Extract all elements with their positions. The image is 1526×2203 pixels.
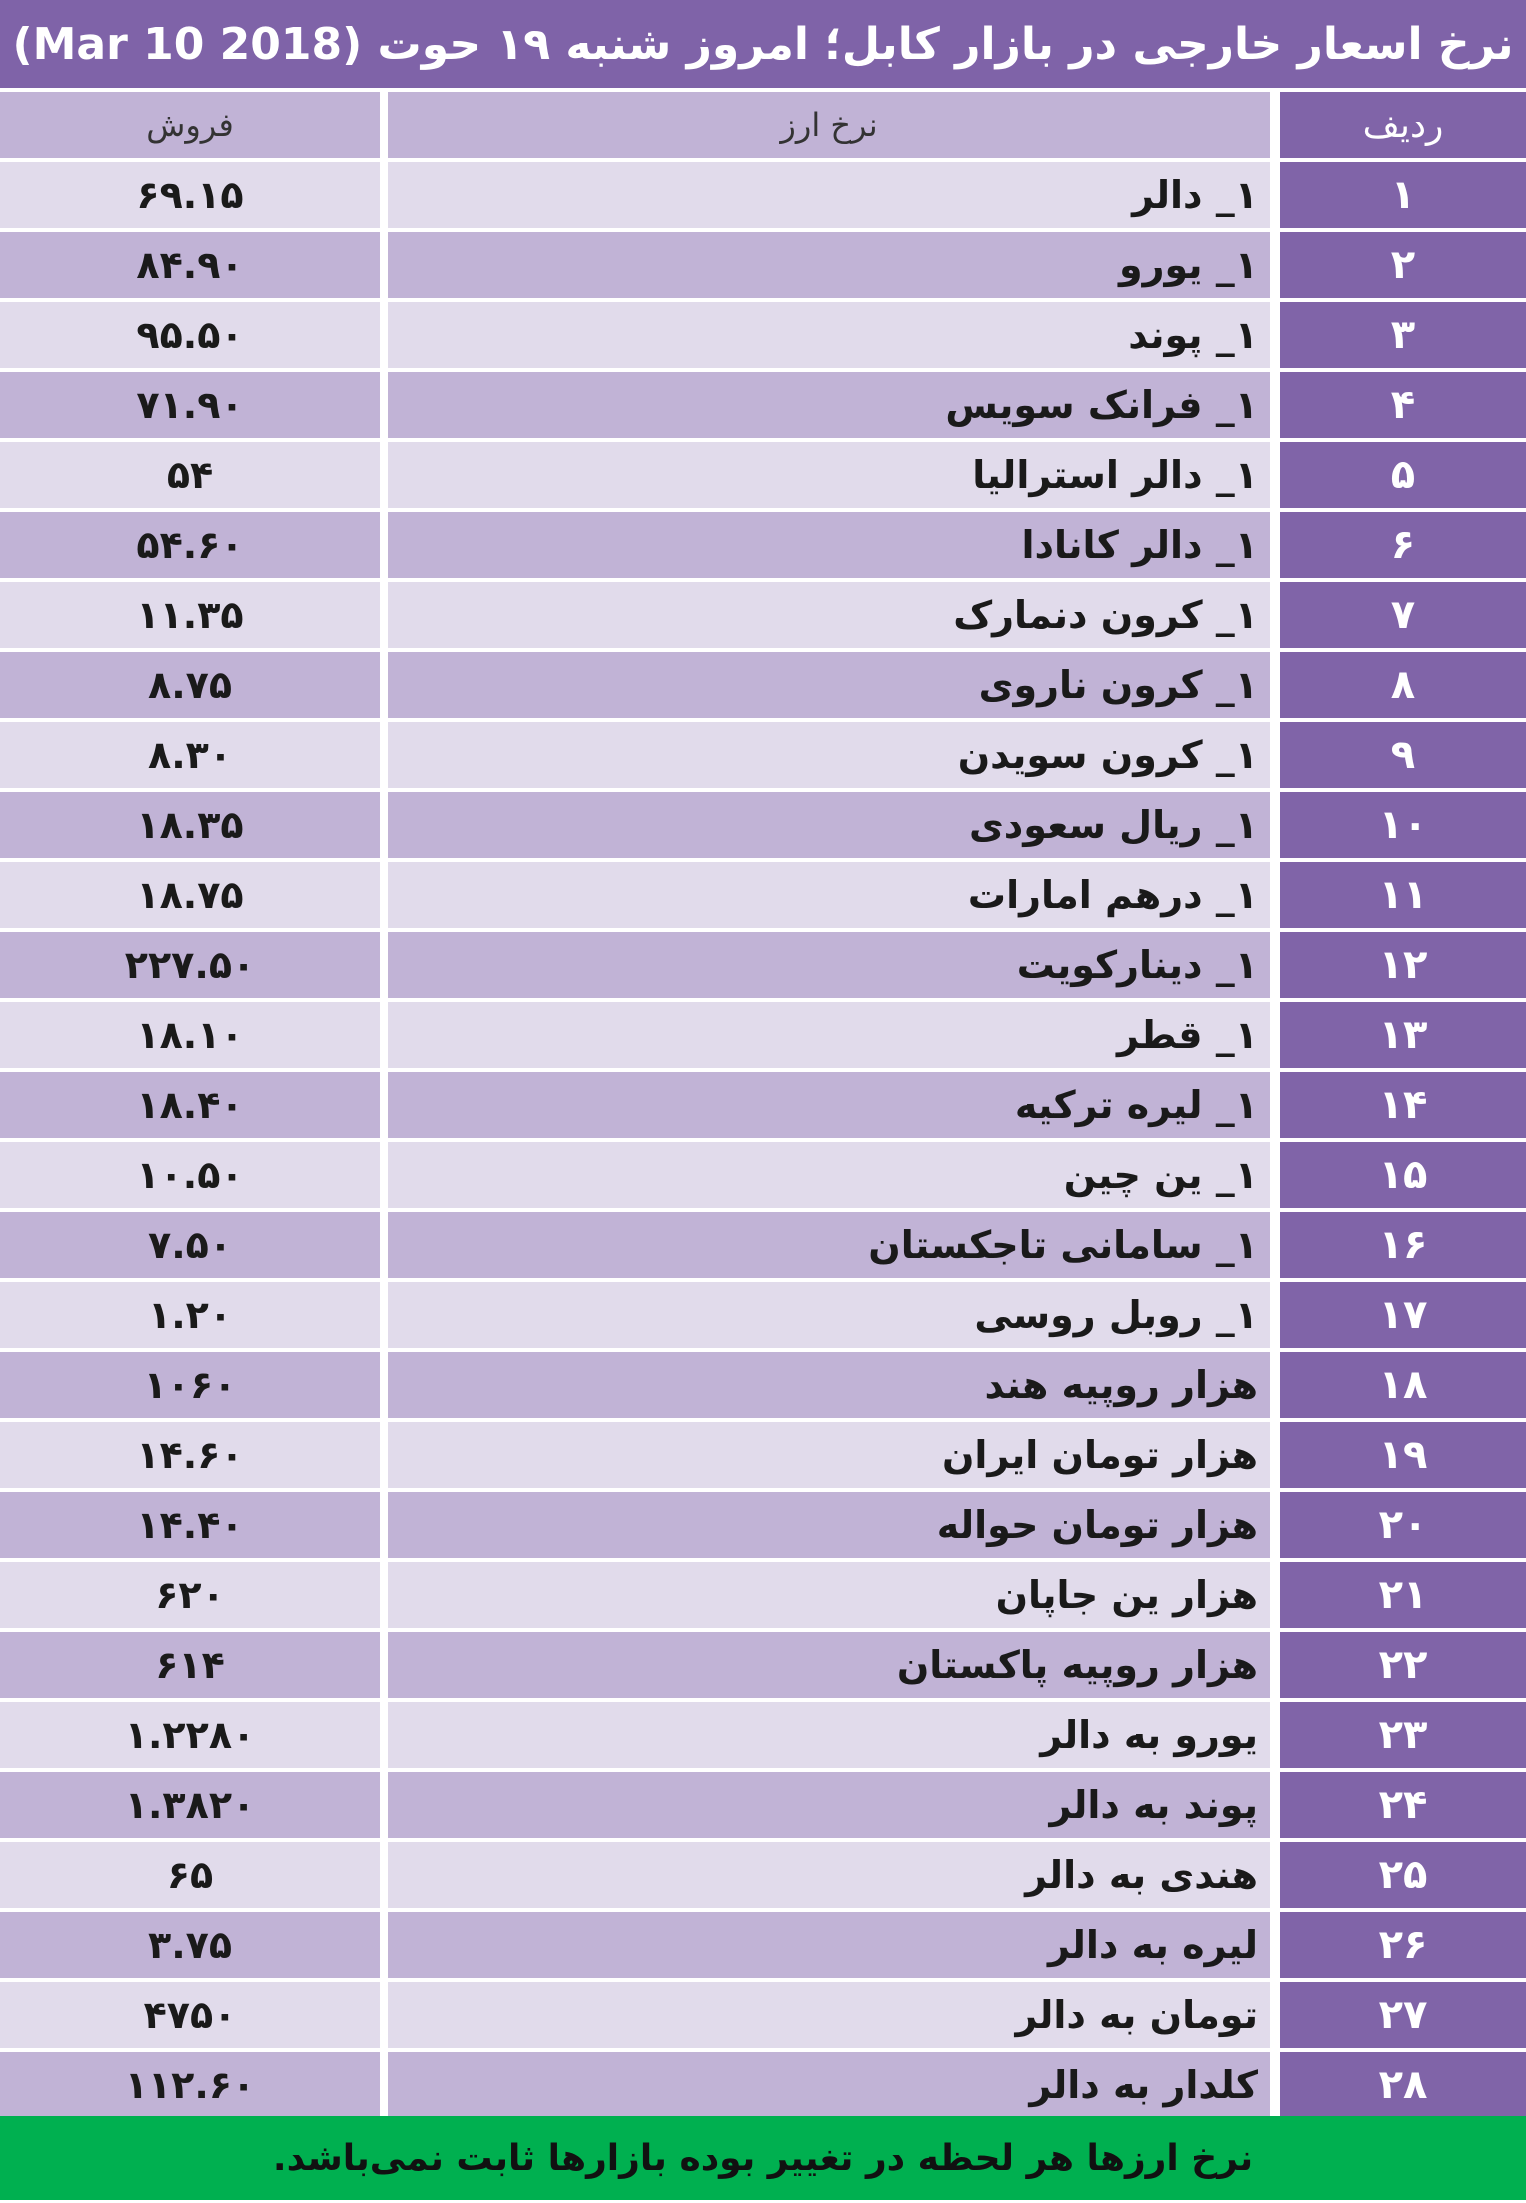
- table-row: [0, 512, 1526, 578]
- table-row: [0, 722, 1526, 788]
- row-sell-rate: ۱۱۲.۶۰: [0, 2052, 380, 2118]
- table-row: [0, 792, 1526, 858]
- row-currency-name: ۱_ ریال سعودی: [388, 792, 1270, 858]
- table-row: [0, 1842, 1526, 1908]
- row-currency-name: ۱_ کرون سویدن: [388, 722, 1270, 788]
- row-index: ۱۰: [1280, 792, 1526, 858]
- row-currency-name: پوند به دالر: [388, 1772, 1270, 1838]
- row-index: ۲۱: [1280, 1562, 1526, 1628]
- row-index: ۲۷: [1280, 1982, 1526, 2048]
- row-sell-rate: ۶۹.۱۵: [0, 162, 380, 228]
- row-currency-name: هزار ین جاپان: [388, 1562, 1270, 1628]
- row-index: ۱۹: [1280, 1422, 1526, 1488]
- row-sell-rate: ۱۸.۴۰: [0, 1072, 380, 1138]
- table-row: [0, 932, 1526, 998]
- row-currency-name: ۱_ دالر: [388, 162, 1270, 228]
- row-index: ۱۳: [1280, 1002, 1526, 1068]
- row-sell-rate: ۱۰.۵۰: [0, 1142, 380, 1208]
- row-currency-name: ۱_ یورو: [388, 232, 1270, 298]
- row-currency-name: ۱_ پوند: [388, 302, 1270, 368]
- row-index: ۱۱: [1280, 862, 1526, 928]
- row-currency-name: ۱_ کرون دنمارک: [388, 582, 1270, 648]
- row-index: ۲: [1280, 232, 1526, 298]
- table-row: [0, 302, 1526, 368]
- row-currency-name: هزار روپیه پاکستان: [388, 1632, 1270, 1698]
- row-index: ۱۶: [1280, 1212, 1526, 1278]
- table-row: [0, 862, 1526, 928]
- row-index: ۱۲: [1280, 932, 1526, 998]
- row-currency-name: لیره به دالر: [388, 1912, 1270, 1978]
- table-row: [0, 1142, 1526, 1208]
- row-index: ۲۸: [1280, 2052, 1526, 2118]
- row-index: ۹: [1280, 722, 1526, 788]
- table-row: [0, 442, 1526, 508]
- row-currency-name: هزار روپیه هند: [388, 1352, 1270, 1418]
- row-currency-name: ۱_ دالر کانادا: [388, 512, 1270, 578]
- row-sell-rate: ۳.۷۵: [0, 1912, 380, 1978]
- row-index: ۲۵: [1280, 1842, 1526, 1908]
- row-currency-name: هزار تومان ایران: [388, 1422, 1270, 1488]
- row-sell-rate: ۸.۷۵: [0, 652, 380, 718]
- row-currency-name: ۱_ کرون ناروی: [388, 652, 1270, 718]
- table-body: [0, 162, 1526, 2118]
- row-currency-name: کلدار به دالر: [388, 2052, 1270, 2118]
- row-currency-name: هندی به دالر: [388, 1842, 1270, 1908]
- row-index: ۲۴: [1280, 1772, 1526, 1838]
- row-sell-rate: ۵۴: [0, 442, 380, 508]
- row-sell-rate: ۸.۳۰: [0, 722, 380, 788]
- row-index: ۱۵: [1280, 1142, 1526, 1208]
- table-row: [0, 2052, 1526, 2118]
- row-sell-rate: ۷.۵۰: [0, 1212, 380, 1278]
- page-title: نرخ اسعار خارجی در بازار کابل؛ امروز شنبه ۱۹ حوت (Mar 10 2018): [0, 0, 1526, 88]
- header-index: ردیف: [1280, 92, 1526, 158]
- row-sell-rate: ۱۴.۴۰: [0, 1492, 380, 1558]
- table-row: [0, 232, 1526, 298]
- row-sell-rate: ۹۵.۵۰: [0, 302, 380, 368]
- row-index: ۸: [1280, 652, 1526, 718]
- row-index: ۱۷: [1280, 1282, 1526, 1348]
- row-index: ۲۲: [1280, 1632, 1526, 1698]
- table-row: [0, 162, 1526, 228]
- table-row: [0, 582, 1526, 648]
- row-sell-rate: ۱۴.۶۰: [0, 1422, 380, 1488]
- row-sell-rate: ۶۲۰: [0, 1562, 380, 1628]
- table-row: [0, 1632, 1526, 1698]
- header-sell: فروش: [0, 92, 380, 158]
- row-sell-rate: ۶۵: [0, 1842, 380, 1908]
- row-index: ۶: [1280, 512, 1526, 578]
- row-sell-rate: ۵۴.۶۰: [0, 512, 380, 578]
- row-sell-rate: ۶۱۴: [0, 1632, 380, 1698]
- row-currency-name: تومان به دالر: [388, 1982, 1270, 2048]
- row-index: ۱: [1280, 162, 1526, 228]
- row-index: ۲۰: [1280, 1492, 1526, 1558]
- rates-table: [0, 92, 1526, 2122]
- row-currency-name: ۱_ ین چین: [388, 1142, 1270, 1208]
- table-row: [0, 1422, 1526, 1488]
- row-sell-rate: ۱۰۶۰: [0, 1352, 380, 1418]
- table-row: [0, 1282, 1526, 1348]
- row-currency-name: ۱_ فرانک سویس: [388, 372, 1270, 438]
- table-row: [0, 1982, 1526, 2048]
- table-row: [0, 372, 1526, 438]
- row-currency-name: ۱_ سامانی تاجکستان: [388, 1212, 1270, 1278]
- row-sell-rate: ۱۸.۷۵: [0, 862, 380, 928]
- table-row: [0, 1072, 1526, 1138]
- row-sell-rate: ۸۴.۹۰: [0, 232, 380, 298]
- row-currency-name: ۱_ روبل روسی: [388, 1282, 1270, 1348]
- row-currency-name: یورو به دالر: [388, 1702, 1270, 1768]
- row-currency-name: ۱_ درهم امارات: [388, 862, 1270, 928]
- table-header-row: [0, 92, 1526, 158]
- row-currency-name: ۱_ قطر: [388, 1002, 1270, 1068]
- row-index: ۱۸: [1280, 1352, 1526, 1418]
- row-index: ۵: [1280, 442, 1526, 508]
- table-row: [0, 1562, 1526, 1628]
- row-sell-rate: ۴۷۵۰: [0, 1982, 380, 2048]
- row-sell-rate: ۱۸.۳۵: [0, 792, 380, 858]
- row-sell-rate: ۱.۲۰: [0, 1282, 380, 1348]
- table-row: [0, 1492, 1526, 1558]
- row-index: ۲۶: [1280, 1912, 1526, 1978]
- table-row: [0, 1002, 1526, 1068]
- row-sell-rate: ۱۸.۱۰: [0, 1002, 380, 1068]
- row-index: ۳: [1280, 302, 1526, 368]
- table-row: [0, 1702, 1526, 1768]
- row-sell-rate: ۲۲۷.۵۰: [0, 932, 380, 998]
- table-row: [0, 1212, 1526, 1278]
- row-currency-name: ۱_ لیره ترکیه: [388, 1072, 1270, 1138]
- row-index: ۲۳: [1280, 1702, 1526, 1768]
- footer-note: نرخ ارزها هر لحظه در تغییر بوده بازارها ثابت نمی‌باشد.: [0, 2116, 1526, 2200]
- table-row: [0, 652, 1526, 718]
- row-sell-rate: ۱.۲۲۸۰: [0, 1702, 380, 1768]
- table-row: [0, 1352, 1526, 1418]
- row-index: ۱۴: [1280, 1072, 1526, 1138]
- row-index: ۷: [1280, 582, 1526, 648]
- row-currency-name: هزار تومان حواله: [388, 1492, 1270, 1558]
- row-sell-rate: ۱.۳۸۲۰: [0, 1772, 380, 1838]
- header-currency: نرخ ارز: [388, 92, 1270, 158]
- row-currency-name: ۱_ دینارکویت: [388, 932, 1270, 998]
- table-row: [0, 1912, 1526, 1978]
- row-sell-rate: ۷۱.۹۰: [0, 372, 380, 438]
- row-currency-name: ۱_ دالر استرالیا: [388, 442, 1270, 508]
- row-sell-rate: ۱۱.۳۵: [0, 582, 380, 648]
- row-index: ۴: [1280, 372, 1526, 438]
- table-row: [0, 1772, 1526, 1838]
